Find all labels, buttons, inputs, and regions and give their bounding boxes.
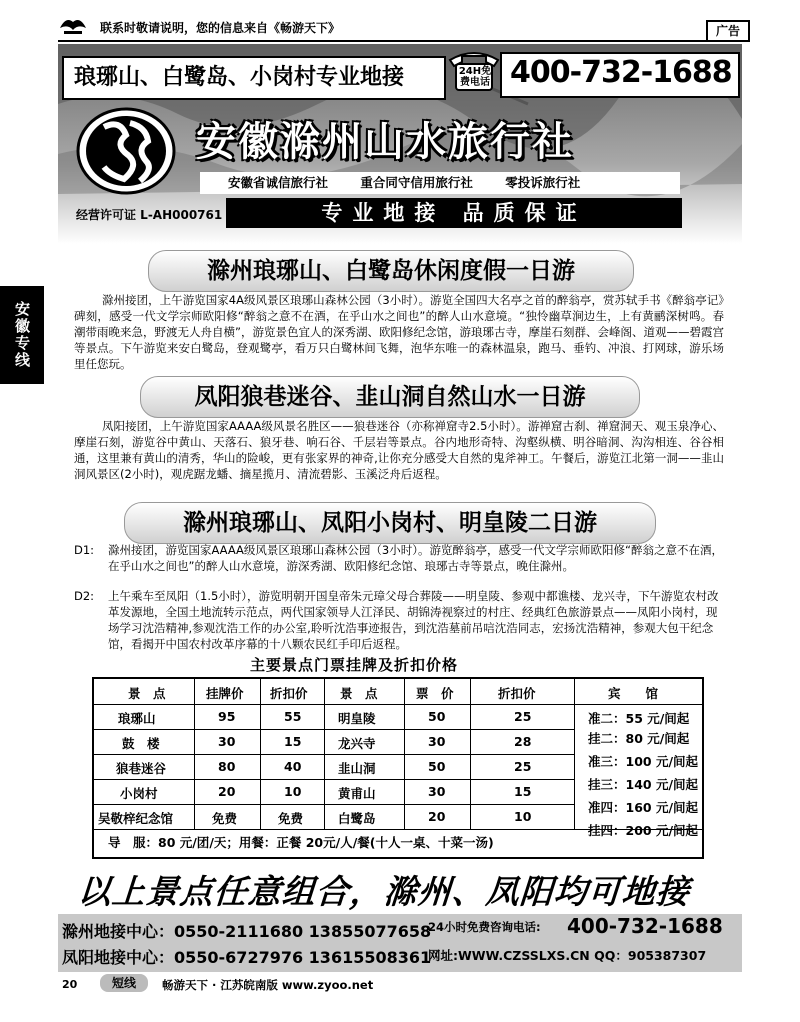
table-cell: 狼巷迷谷 [116,761,167,776]
table-cell: 50 [428,759,446,774]
table-cell: 龙兴寺 [338,736,376,751]
table-header: 景 点 [340,686,378,701]
chuzhou-contact: 滁州地接中心：0550-2111680 13855077658 [62,922,432,941]
hotel-rate: 挂四：200 元/间起 [588,823,699,838]
table-cell: 20 [428,809,446,824]
side-section-tab: 安徽专线 [0,286,44,384]
table-cell: 25 [514,709,532,724]
table-header: 折扣价 [498,686,536,701]
table-cell: 琅琊山 [118,711,156,726]
table-divider [94,804,574,805]
table-cell: 白鹭岛 [338,811,376,826]
table-cell: 25 [514,759,532,774]
table-cell: 95 [218,709,236,724]
credentials-bar [200,172,680,194]
table-cell: 15 [284,734,302,749]
table-divider [94,754,574,755]
free-consult-number: 400-732-1688 [567,914,723,938]
route-3-title: 滁州琅琊山、凤阳小岗村、明皇陵二日游 [124,502,656,544]
table-cell: 55 [284,709,302,724]
guide-meal-note: 导 服：80 元/团/天；用餐：正餐 20元/人/餐(十人一桌、十菜一汤) [108,835,494,850]
itinerary-day-1 [74,542,724,590]
table-cell: 10 [284,784,302,799]
route-2-description: 凤阳接团，上午游览国家AAAA级风景名胜区——狼巷迷谷（亦称禅窟寺2.5小时）。游禅窟古刹、禅窟洞天、观玉泉净心、摩崖石刻，游览谷中黄山、天落石、狼牙巷、响石谷、千层岩等景点。谷内地形奇特、沟壑纵横、明谷暗洞、沟沟相连、谷谷相通，这里兼有黄山的清秀，华山的险峻，更有张家界的神奇,让你充分感受大自然的鬼斧神工。午餐后，游览江北第一洞——韭山洞风景区(2小时)，观虎踞龙蟠、摘星揽月、清流碧影、玉溪泛舟后返程。 [74,419,724,481]
hotel-rate: 准四：160 元/间起 [588,800,699,815]
credential-item: 重合同守信用旅行社 [360,175,473,190]
ad-label: 广告 [706,20,750,42]
table-cell: 免费 [212,811,238,826]
publication-info: 畅游天下 · 江苏皖南版 www.zyoo.net [162,978,374,992]
route-1-description: 滁州接团，上午游览国家4A级风景区琅琊山森林公园（3小时）。游览全国四大名亭之首的醉翁亭，赏苏轼手书《醉翁亭记》碑刻，感受一代文学宗师欧阳修“醉翁之意不在酒，在乎山水之间也”的醉人山水意境。“独怜幽草涧边生，上有黄鹂深树鸣。春潮带雨晚来急，野渡无人舟自横”，游览景色宜人的深秀湖、欧阳修纪念馆，游琅琊古寺，摩崖石刻群、会峰阁、道观——碧霞宫等景点。下午游览来安白鹭岛，登观鹭亭，看万只白鹭林间飞舞，泡华东唯一的森林温泉，跑马、垂钓、冲浪、打网球，游乐场里任您玩。 [74,293,724,371]
free-phone-badge [458,66,492,88]
table-divider [94,779,574,780]
table-cell: 50 [428,709,446,724]
day-text: 滁州接团，游览国家AAAA级风景区琅琊山森林公园（3小时）。游览醉翁亭，感受一代文学宗师欧阳修“醉翁之意不在酒，在乎山水之间也”的醉人山水意境，游深秀湖、欧阳修纪念馆、琅琊古寺等景点，晚住滁州。 [108,543,723,573]
day-text: 上午乘车至凤阳（1.5小时），游览明朝开国皇帝朱元璋父母合葬陵——明皇陵、参观中都谯楼、龙兴寺，下午游览农村改革发源地，全国土地流转示范点，两代国家领导人江泽民、胡锦涛视察过的村庄、经典红色旅游景点——凤阳小岗村，现场学习沈浩精神,参观沈浩工作的办公室,聆听沈浩事迹报告，到沈浩墓前吊唁沈浩同志，宏扬沈浩精神，参观大包干纪念馆，看揭开中国农村改革序幕的十八颗农民红手印后返程。 [108,589,719,651]
table-cell: 30 [218,734,236,749]
info-source-note: 联系时敬请说明，您的信息来自《畅游天下》 [100,21,341,35]
table-cell: 小岗村 [120,786,158,801]
page-number: 20 [62,978,78,991]
route-1-title: 滁州琅琊山、白鹭岛休闲度假一日游 [148,250,634,292]
table-cell: 28 [514,734,532,749]
credential-item: 零投诉旅行社 [505,175,581,190]
combination-tagline: 以上景点任意组合，滁州、凤阳均可地接 [76,872,692,911]
table-cell: 韭山洞 [338,761,376,776]
table-divider [574,679,575,829]
hotel-rate: 准三：100 元/间起 [588,754,699,769]
top-divider [58,40,742,42]
slogan-banner: 专业地接 品质保证 [226,198,682,228]
table-header: 景 点 [128,686,166,701]
table-divider [574,704,702,705]
table-cell: 免费 [278,811,304,826]
table-cell: 80 [218,759,236,774]
table-cell: 15 [514,784,532,799]
free-phone-badge-line2: 费电话 [460,77,490,88]
table-divider [94,729,574,730]
magazine-logo-icon [58,14,88,36]
agency-logo-icon [74,105,178,197]
hotel-rate: 挂二：80 元/间起 [588,731,690,746]
credential-item: 安徽省诚信旅行社 [228,175,329,190]
table-cell: 吴敬梓纪念馆 [98,811,174,826]
fengyang-contact: 凤阳地接中心：0550-6727976 13615508361 [62,948,432,967]
table-cell: 黄甫山 [338,786,376,801]
table-cell: 30 [428,734,446,749]
hotel-rate: 准二：55 元/间起 [588,711,690,726]
table-cell: 30 [428,784,446,799]
price-table-title: 主要景点门票挂牌及折扣价格 [250,656,459,674]
free-consult-label: 24小时免费咨询电话: [428,920,541,934]
section-badge: 短线 [100,974,148,992]
itinerary-day-2 [74,588,724,652]
table-header: 挂牌价 [206,686,244,701]
table-cell: 明皇陵 [338,711,376,726]
specialty-headline: 琅琊山、白鹭岛、小岗村专业地接 [74,65,405,90]
route-2-title: 凤阳狼巷迷谷、韭山洞自然山水一日游 [140,376,640,418]
website-qq: 网址:WWW.CZSSLXS.CN QQ：905387307 [428,948,707,963]
day-label: D1: [74,543,95,557]
license-number: 经营许可证 L-AH000761 [76,208,223,222]
hotel-rate: 挂三：140 元/间起 [588,777,699,792]
table-divider [94,704,574,705]
table-header: 票 价 [416,686,454,701]
table-cell: 20 [218,784,236,799]
day-label: D2: [74,589,95,603]
table-cell: 鼓 楼 [122,736,160,751]
free-phone-badge-line1: 24H免 [458,66,492,77]
table-header: 折扣价 [270,686,308,701]
table-cell: 40 [284,759,302,774]
table-header: 宾 馆 [608,686,659,701]
hotline-number: 400-732-1688 [510,55,732,90]
agency-name: 安徽滁州山水旅行社 [196,119,574,165]
price-table [92,677,704,859]
table-cell: 10 [514,809,532,824]
